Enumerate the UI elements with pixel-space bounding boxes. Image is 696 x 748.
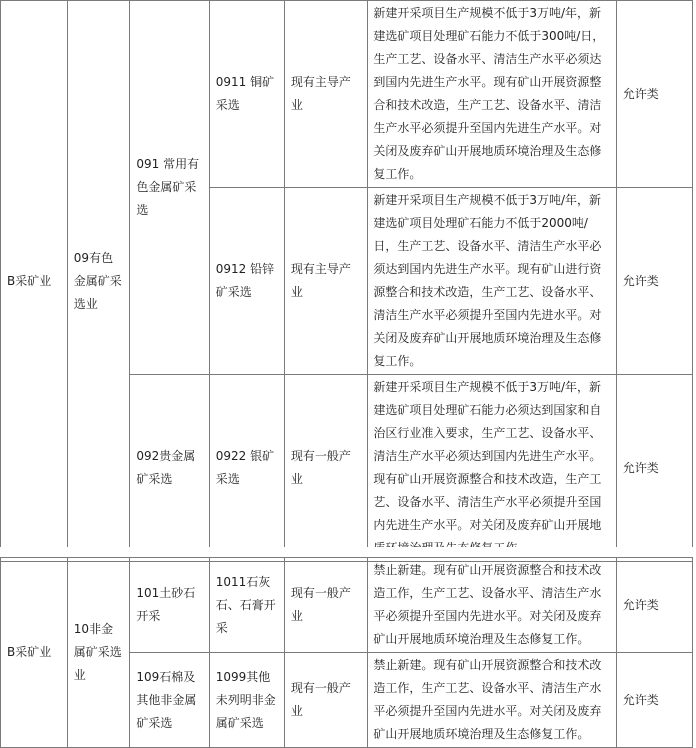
major-category-cell: 09有色金属矿采选业 <box>67 1 130 562</box>
subclass-cell: 0911 铜矿采选 <box>209 1 284 188</box>
table-row <box>1 1 693 188</box>
subclass-cell: 1099其他未列明非金属矿采选 <box>209 653 284 748</box>
status-cell: 允许类 <box>616 375 692 562</box>
requirement-cell: 禁止新建。现有矿山开展资源整合和技术改造工作，生产工艺、设备水平、清洁生产水平必须提升至国内先进水平。对关闭及废弃矿山开展地质环境治理及生态修复工作。 <box>368 653 616 748</box>
requirement-cell: 新建开采项目生产规模不低于3万吨/年，新建选矿项目处理矿石能力不低于2000吨/日，生产工艺、设备水平、清洁生产水平必须达到国内先进生产水平。现有矿山进行资源整合和技术改造，生产工艺、设备水平、清洁生产水平必须提升至国内先进水平。对关闭及废弃矿山开展地质环境治理及生态修复工作。 <box>368 188 616 375</box>
table-gap <box>0 547 696 557</box>
industry-type-cell: 现有一般产业 <box>284 653 367 748</box>
requirement-cell: 新建开采项目生产规模不低于3万吨/年，新建选矿项目处理矿石能力必须达到国家和自治区行业准入要求，生产工艺、设备水平、清洁生产水平必须达到国内先进生产水平。现有矿山开展资源整合和技术改造，生产工艺、设备水平、清洁生产水平必须提升至国内先进生产水平。对关闭及废弃矿山开展地 <box>368 375 616 562</box>
group-cell: 091 常用有色金属矿采选 <box>130 1 209 375</box>
status-cell: 允许类 <box>616 653 692 748</box>
category-cell: B采矿业 <box>1 558 68 748</box>
group-cell: 109石棉及其他非金属矿采选 <box>130 653 209 748</box>
requirement-cell: 禁止新建。现有矿山开展资源整合和技术改造工作，生产工艺、设备水平、清洁生产水平必须提升至国内先进水平。对关闭及废弃矿山开展地质环境治理及生态修复工作。 <box>368 558 616 653</box>
status-cell: 允许类 <box>616 188 692 375</box>
major-category-cell: 10非金属矿采选业 <box>67 558 130 748</box>
industry-type-cell: 现有主导产业 <box>284 1 367 188</box>
industry-type-cell: 现有一般产业 <box>284 558 367 653</box>
status-cell: 允许类 <box>616 558 692 653</box>
category-cell: B采矿业 <box>1 1 68 562</box>
industry-table-nonmetal <box>0 557 693 748</box>
subclass-cell: 1011石灰石、石膏开采 <box>209 558 284 653</box>
industry-type-cell: 现有主导产业 <box>284 188 367 375</box>
subclass-cell: 0922 银矿采选 <box>209 375 284 562</box>
requirement-cell: 新建开采项目生产规模不低于3万吨/年，新建选矿项目处理矿石能力不低于300吨/日，生产工艺、设备水平、清洁生产水平必须达到国内先进生产水平。现有矿山开展资源整合和技术改造，生产工艺、设备水平、清洁生产水平必须提升至国内先进生产水平。对关闭及废弃矿山开展地质环境治理及生态修复工作。 <box>368 1 616 188</box>
group-cell: 092贵金属矿采选 <box>130 375 209 562</box>
status-cell: 允许类 <box>616 1 692 188</box>
table-row <box>1 558 693 653</box>
subclass-cell: 0912 铅锌矿采选 <box>209 188 284 375</box>
group-cell: 101土砂石开采 <box>130 558 209 653</box>
industry-type-cell: 现有一般产业 <box>284 375 367 562</box>
